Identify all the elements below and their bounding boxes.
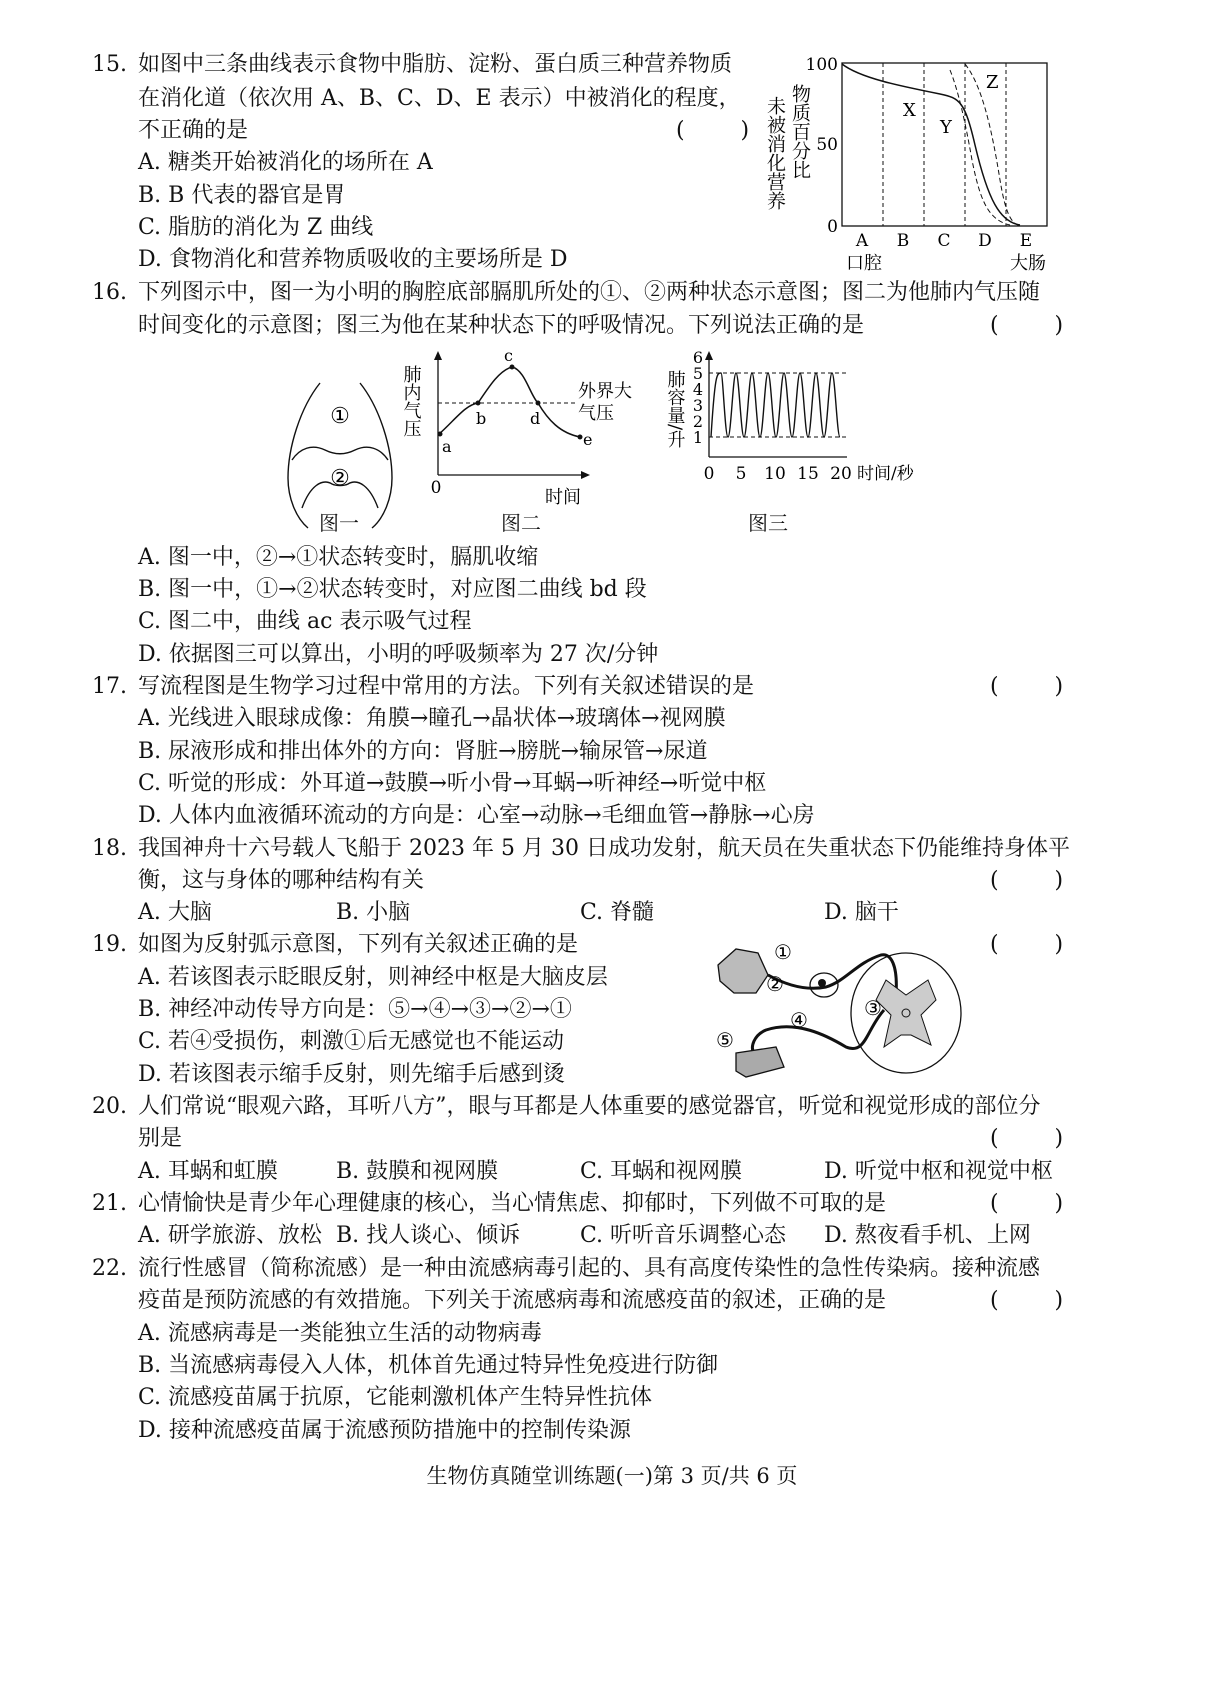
q22-stem-line1: 流行性感冒（简称流感）是一种由流感病毒引起的、具有高度传染性的急性传染病。接种流感 (138, 1256, 1041, 1281)
fig3-breathing-curve (711, 373, 840, 437)
q18-number: 18. (92, 836, 127, 861)
digestion-xname-mouth: 口腔 (846, 253, 882, 274)
q20-stem-line2: 别是 (138, 1126, 183, 1151)
q15-stem-line1: 如图中三条曲线表示食物中脂肪、淀粉、蛋白质三种营养物质 (138, 52, 733, 77)
q21-option-a[interactable]: A. 研学旅游、放松 (138, 1223, 322, 1248)
q21-option-b[interactable]: B. 找人谈心、倾诉 (336, 1223, 521, 1248)
fig3-ylabel: 肺容量/升 (665, 370, 686, 449)
digestion-frame (842, 63, 1047, 226)
q16-option-c[interactable]: C. 图二中，曲线 ac 表示吸气过程 (138, 609, 472, 634)
q16-option-b[interactable]: B. 图一中，①→②状态转变时，对应图二曲线 bd 段 (138, 577, 647, 602)
reflex-label-5: ⑤ (716, 1028, 734, 1052)
q15-option-c[interactable]: C. 脂肪的消化为 Z 曲线 (138, 215, 374, 240)
fig3-xtick-20: 20 (830, 464, 852, 484)
q19-option-d[interactable]: D. 若该图表示缩手反射，则先缩手后感到烫 (138, 1062, 565, 1087)
q20-option-b[interactable]: B. 鼓膜和视网膜 (336, 1159, 499, 1184)
reflex-label-2: ② (766, 972, 784, 996)
page-footer: 生物仿真随堂训练题(一)第 3 页/共 6 页 (426, 1464, 798, 1488)
q22-option-c[interactable]: C. 流感疫苗属于抗原，它能刺激机体产生特异性抗体 (138, 1385, 653, 1410)
q15-stem-line2: 在消化道（依次用 A、B、C、D、E 表示）中被消化的程度， (138, 86, 741, 111)
fig2-point-c (510, 365, 515, 370)
q21-option-c[interactable]: C. 听听音乐调整心态 (580, 1223, 787, 1248)
fig1-label-1: ① (330, 404, 350, 429)
q19-number: 19. (92, 932, 127, 957)
q17-number: 17. (92, 674, 127, 699)
fig1-caption: 图一 (319, 511, 359, 535)
reflex-label-1: ① (774, 940, 792, 964)
fig2-curve (438, 367, 580, 437)
fig3-ytick-2: 2 (692, 412, 703, 431)
q22-option-d[interactable]: D. 接种流感疫苗属于流感预防措施中的控制传染源 (138, 1418, 631, 1443)
fig3-xtick-15: 15 (797, 464, 819, 484)
q16-answer-paren[interactable]: ( ) (990, 313, 1064, 338)
q18-stem-line1: 我国神舟十六号载人飞船于 2023 年 5 月 30 日成功发射，航天员在失重状态下仍能维持身体平 (138, 836, 1070, 861)
q19-stem: 如图为反射弧示意图，下列有关叙述正确的是 (138, 932, 579, 957)
q20-option-a[interactable]: A. 耳蜗和虹膜 (138, 1159, 278, 1184)
reflex-receptor-skin (718, 949, 768, 993)
fig2-label-e: e (583, 430, 593, 449)
digestion-xtick-b: B (896, 231, 910, 251)
fig2-point-b (476, 401, 481, 406)
fig3-ytick-5: 5 (692, 364, 703, 383)
fig1-label-2: ② (330, 466, 350, 491)
q22-answer-paren[interactable]: ( ) (990, 1288, 1064, 1313)
q15-answer-paren[interactable]: ( ) (676, 118, 750, 143)
q17-option-c[interactable]: C. 听觉的形成：外耳道→鼓膜→听小骨→耳蜗→听神经→听觉中枢 (138, 771, 767, 796)
fig2-point-d (536, 401, 541, 406)
fig2-xlabel: 时间 (545, 487, 581, 507)
q18-option-b[interactable]: B. 小脑 (336, 900, 411, 925)
fig2-pressure-chart (400, 345, 650, 507)
fig3-xtick-10: 10 (764, 464, 786, 484)
fig3-ytick-3: 3 (692, 396, 703, 415)
q18-option-a[interactable]: A. 大脑 (138, 900, 212, 925)
q22-option-b[interactable]: B. 当流感病毒侵入人体，机体首先通过特异性免疫进行防御 (138, 1353, 719, 1378)
fig1-diaphragm-state1 (292, 447, 388, 460)
q16-option-d[interactable]: D. 依据图三可以算出，小明的呼吸频率为 27 次/分钟 (138, 642, 659, 667)
fig1-right-wall (360, 383, 392, 528)
q21-number: 21. (92, 1191, 127, 1216)
q16-number: 16. (92, 280, 127, 305)
digestion-ytick-50: 50 (816, 135, 838, 155)
q19-answer-paren[interactable]: ( ) (990, 932, 1064, 957)
digestion-ylabel-b: 物质百分比 (789, 84, 811, 179)
q20-answer-paren[interactable]: ( ) (990, 1126, 1064, 1151)
q16-option-a[interactable]: A. 图一中，②→①状态转变时，膈肌收缩 (138, 545, 539, 570)
q19-option-b[interactable]: B. 神经冲动传导方向是：⑤→④→③→②→① (138, 997, 572, 1022)
digestion-curve-label-x: X (903, 100, 916, 121)
q20-option-d[interactable]: D. 听觉中枢和视觉中枢 (824, 1159, 1053, 1184)
q17-answer-paren[interactable]: ( ) (990, 674, 1064, 699)
fig3-lung-volume-chart (665, 345, 985, 485)
fig3-xtick-5: 5 (735, 464, 747, 484)
reflex-label-3: ③ (864, 996, 882, 1020)
q16-stem-line1: 下列图示中，图一为小明的胸腔底部膈肌所处的①、②两种状态示意图；图二为他肺内气压随 (138, 280, 1041, 305)
fig2-origin: 0 (430, 478, 442, 498)
fig3-xtick-0: 0 (703, 464, 715, 484)
digestion-ylabel-a: 未被消化营养 (764, 96, 786, 210)
q18-option-c[interactable]: C. 脊髓 (580, 900, 655, 925)
fig2-y-arrow (434, 351, 442, 360)
q17-option-d[interactable]: D. 人体内血液循环流动的方向是：心室→动脉→毛细血管→静脉→心房 (138, 803, 815, 828)
digestion-xtick-c: C (937, 231, 951, 251)
q18-answer-paren[interactable]: ( ) (990, 868, 1064, 893)
q15-option-a[interactable]: A. 糖类开始被消化的场所在 A (138, 150, 433, 175)
q20-option-c[interactable]: C. 耳蜗和视网膜 (580, 1159, 743, 1184)
fig2-x-arrow (581, 471, 590, 479)
q21-option-d[interactable]: D. 熬夜看手机、上网 (824, 1223, 1031, 1248)
q18-stem-line2: 衡，这与身体的哪种结构有关 (138, 868, 425, 893)
reflex-ganglion-cell (818, 979, 826, 987)
digestion-xtick-e: E (1019, 231, 1033, 251)
fig2-point-e (578, 435, 583, 440)
fig2-label-a: a (442, 437, 452, 456)
fig2-label-b: b (476, 409, 487, 428)
q15-number: 15. (92, 52, 127, 77)
digestion-ytick-0: 0 (827, 217, 838, 237)
q22-option-a[interactable]: A. 流感病毒是一类能独立生活的动物病毒 (138, 1321, 542, 1346)
q18-option-d[interactable]: D. 脑干 (824, 900, 899, 925)
reflex-effector-muscle (736, 1047, 784, 1077)
q19-option-a[interactable]: A. 若该图表示眨眼反射，则神经中枢是大脑皮层 (138, 965, 608, 990)
q22-number: 22. (92, 1256, 127, 1281)
digestion-chart (760, 50, 1070, 275)
fig3-ytick-4: 4 (692, 380, 703, 399)
q15-stem-line3: 不正确的是 (138, 118, 249, 143)
fig3-y-arrow (705, 351, 713, 360)
q21-stem: 心情愉快是青少年心理健康的核心，当心情焦虑、抑郁时，下列做不可取的是 (138, 1191, 887, 1216)
q15-option-b[interactable]: B. B 代表的器官是胃 (138, 183, 346, 208)
digestion-xtick-a: A (855, 231, 869, 251)
fig2-ylabel: 肺内气压 (400, 365, 422, 437)
fig3-xlabel: 时间/秒 (857, 464, 914, 484)
q21-answer-paren[interactable]: ( ) (990, 1191, 1064, 1216)
digestion-ytick-100: 100 (805, 55, 838, 75)
fig2-caption: 图二 (501, 511, 541, 535)
digestion-curve-label-z: Z (986, 72, 999, 93)
q19-option-c[interactable]: C. 若④受损伤，刺激①后无感觉也不能运动 (138, 1029, 565, 1054)
q15-option-d[interactable]: D. 食物消化和营养物质吸收的主要场所是 D (138, 247, 568, 272)
digestion-curve-label-y: Y (940, 117, 952, 138)
fig2-label-c: c (504, 346, 513, 365)
digestion-xname-large-intestine: 大肠 (1010, 253, 1046, 274)
fig3-ytick-1: 1 (692, 428, 703, 447)
digestion-xtick-d: D (978, 231, 992, 251)
q22-stem-line2: 疫苗是预防流感的有效措施。下列关于流感病毒和流感疫苗的叙述，正确的是 (138, 1288, 887, 1313)
fig3-ytick-6: 6 (692, 348, 703, 367)
reflex-gray-matter (876, 980, 936, 1047)
fig1-left-wall (288, 383, 320, 528)
reflex-label-4: ④ (790, 1008, 808, 1032)
q20-stem-line1: 人们常说“眼观六路，耳听八方”，眼与耳都是人体重要的感觉器官，听觉和视觉形成的部位分 (138, 1094, 1041, 1119)
q16-stem-line2: 时间变化的示意图；图三为他在某种状态下的呼吸情况。下列说法正确的是 (138, 313, 865, 338)
fig2-atm-label-1: 外界大 (578, 381, 632, 402)
q20-number: 20. (92, 1094, 127, 1119)
reflex-arc-diagram (706, 935, 966, 1085)
q17-stem: 写流程图是生物学习过程中常用的方法。下列有关叙述错误的是 (138, 674, 755, 699)
q17-option-b[interactable]: B. 尿液形成和排出体外的方向：肾脏→膀胱→输尿管→尿道 (138, 739, 708, 764)
fig3-caption: 图三 (748, 511, 788, 535)
fig2-label-d: d (530, 409, 541, 428)
fig2-point-a (438, 432, 443, 437)
fig2-atm-label-2: 气压 (578, 403, 614, 424)
q17-option-a[interactable]: A. 光线进入眼球成像：角膜→瞳孔→晶状体→玻璃体→视网膜 (138, 706, 726, 731)
